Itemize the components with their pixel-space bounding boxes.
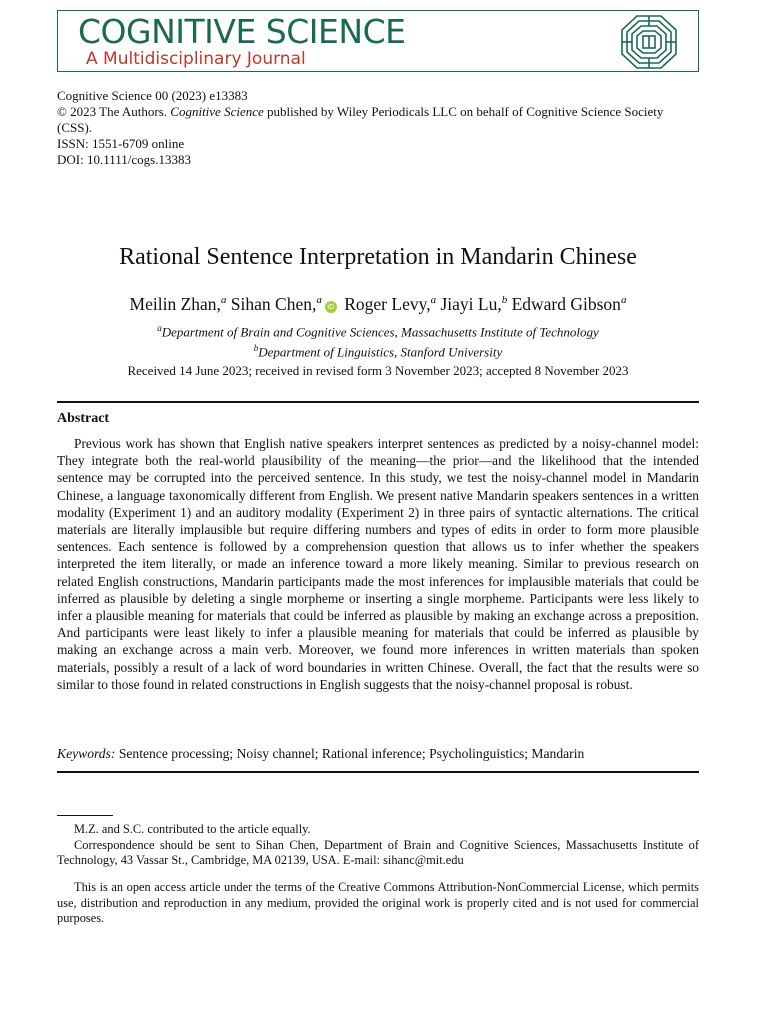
abstract-text: Previous work has shown that English native speakers interpret sentences as predicted by a noisy-channel model: They integrate both the real-world plausibility of the meaning—the prior—and the likelihood that the intended sentence may be corrupted into the perceived sentence. In this study, we test the noisy-channel model in Mandarin Chinese, a language taxonomically different from English. We present native Mandarin speakers sentences in a written modality (Experiment 1) and an auditory modality (Experiment 2) in three pairs of syntactic alternations. The critical materials are literally implausible but require differing numbers and types of edits in order to form more plausible sentences. Each sentence is followed by a comprehension question that allows us to infer whether the speakers interpreted the item literally, or made an inference toward a more likely meaning. Similar to previous research on related English constructions, Mandarin participants made the most inferences for implausible materials that could be inferred as plausible by deleting a single morpheme or inserting a single morpheme. Participants were less likely to infer a plausible meaning for materials that could be inferred as plausible by making an exchange across a preposition. And participants were least likely to infer a plausible meaning for materials that could be inferred as plausible by making an exchange across a main verb. Moreover, we found more inferences in written materials than spoken materials, possibly a result of a lack of word boundaries in written Chinese. Overall, the fact that the results were so similar to those found in related constructions in English suggests that the noisy-channel proposal is robust. [57, 436, 699, 692]
labyrinth-octagon-icon [620, 14, 678, 70]
orcid-icon[interactable]: iD [325, 301, 337, 313]
abstract-top-rule [57, 401, 699, 403]
copyright-journal: Cognitive Science [170, 104, 264, 119]
doi-line[interactable]: DOI: 10.1111/cogs.13383 [57, 152, 191, 167]
footnote-rule [57, 815, 113, 816]
citation-line: Cognitive Science 00 (2023) e13383 [57, 88, 248, 103]
author-name: Edward Gibson [511, 293, 621, 314]
affiliation-mark: a [157, 323, 162, 333]
footnote-correspondence: Correspondence should be sent to Sihan Chen, Department of Brain and Cognitive Sciences, Massachusetts Institute of Technology, 43 Vassar St., Cambridge, MA 02139, USA. E-mail: sihanc@mit.edu [57, 837, 699, 867]
author-affil-mark: a [220, 294, 227, 306]
author-affil-mark: b [501, 294, 508, 306]
copyright-suffix: published by Wiley Periodicals LLC on behalf of Cognitive Science Society (CSS). [57, 104, 664, 135]
abstract-bottom-rule [57, 771, 699, 773]
article-metadata [57, 88, 699, 168]
affiliation-mark: b [253, 343, 259, 354]
journal-banner [57, 10, 699, 72]
keywords-line [57, 745, 699, 762]
abstract-heading: Abstract [57, 411, 110, 426]
affiliations [57, 320, 699, 361]
author-affil-mark: a [316, 294, 322, 306]
author-affil-mark: a [620, 294, 627, 306]
received-dates: Received 14 June 2023; received in revised form 3 November 2023; accepted 8 November 2023 [127, 363, 629, 378]
author-name: Roger Levy, [344, 293, 431, 314]
affiliation-item [57, 340, 699, 360]
footnotes [57, 822, 699, 869]
author-affil-mark: a [430, 294, 437, 306]
issn-line: ISSN: 1551-6709 online [57, 136, 185, 151]
copyright-prefix: © 2023 The Authors. [57, 104, 168, 119]
copyright-line [57, 104, 699, 136]
keywords-text: Sentence processing; Noisy channel; Rational inference; Psycholinguistics; Mandarin [118, 746, 585, 761]
author-name: Jiayi Lu, [440, 293, 502, 314]
journal-name: COGNITIVE SCIENCE [78, 12, 406, 51]
author-name: Meilin Zhan, [129, 293, 221, 314]
footnote-contribution: M.Z. and S.C. contributed to the article equally. [74, 822, 311, 836]
keywords-label: Keywords: [57, 746, 116, 761]
affiliation-text: Department of Brain and Cognitive Sciences, Massachusetts Institute of Technology [161, 324, 599, 340]
author-list [57, 288, 699, 316]
license-note [57, 880, 699, 927]
article-title: Rational Sentence Interpretation in Mandarin Chinese [119, 244, 637, 270]
journal-subtitle: A Multidisciplinary Journal [86, 49, 306, 69]
affiliation-item [57, 320, 699, 340]
license-text: This is an open access article under the terms of the Creative Commons Attribution-NonCommercial License, which permits use, distribution and reproduction in any medium, provided the original work is properly cited and is not used for commercial purposes. [57, 880, 699, 925]
affiliation-text: Department of Linguistics, Stanford University [258, 344, 503, 360]
author-name: Sihan Chen, [230, 293, 317, 314]
